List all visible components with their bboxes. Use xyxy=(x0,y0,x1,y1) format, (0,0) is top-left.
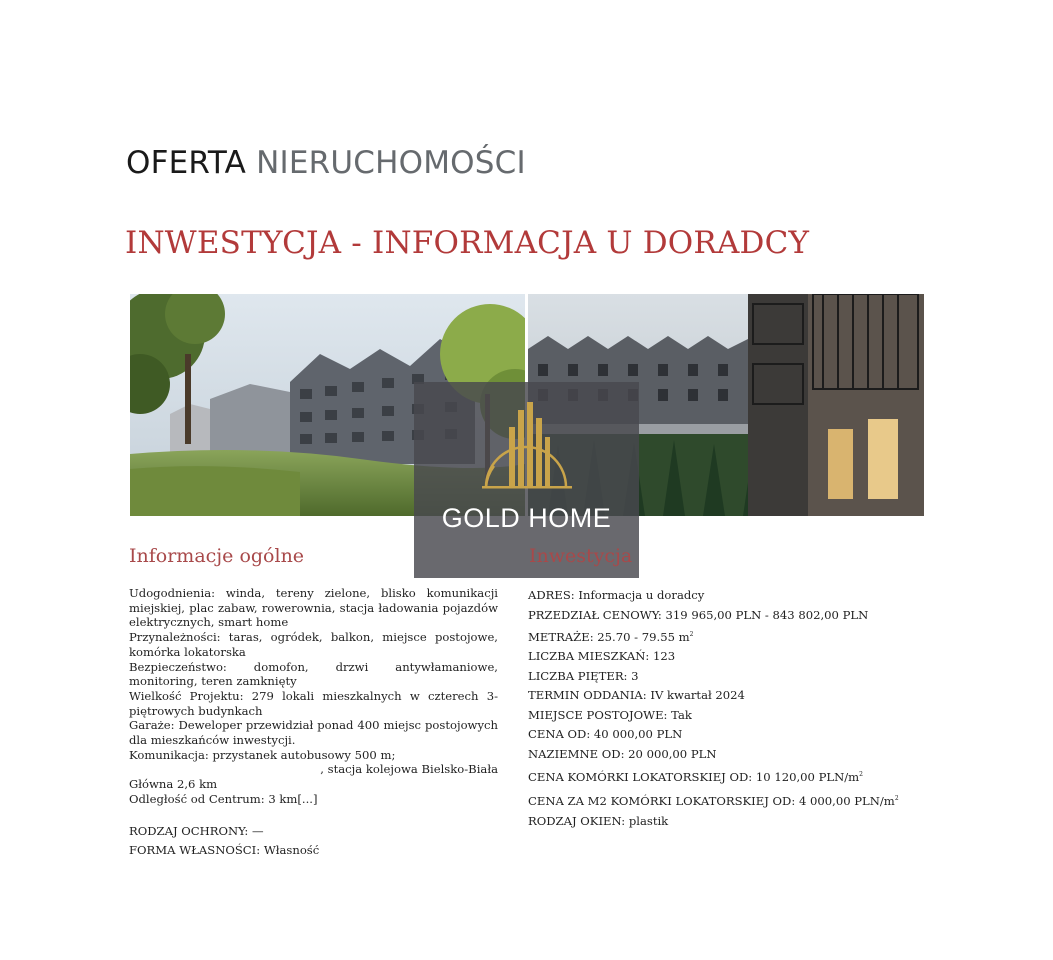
area-value: METRAŻE: 25.70 - 79.55 m xyxy=(528,629,690,644)
storage-m2-price-text xyxy=(528,788,948,812)
protection-type-text: RODZAJ OCHRONY: — xyxy=(129,823,264,838)
investment-heading: INWESTYCJA - INFORMACJA U DORADCY xyxy=(125,225,810,261)
ownership-form-text: FORMA WŁASNOŚCI: Własność xyxy=(129,843,320,858)
project-size-text: Wielkość Projektu: 279 lokali mieszkalnych w czterech 3-piętrowych budynkach xyxy=(129,688,498,718)
apartments-count-text: LICZBA MIESZKAŃ: 123 xyxy=(528,649,676,664)
storage-m2-price-value: CENA ZA M2 KOMÓRKI LOKATORSKIEJ OD: 4 000,00 PLN/m xyxy=(528,794,895,809)
garages-text: Garaże: Deweloper przewidział ponad 400 miejsc postojowych dla mieszkańców inwestycji. xyxy=(129,718,498,748)
completion-date-text: TERMIN ODDANIA: IV kwartał 2024 xyxy=(528,688,745,703)
address-text: ADRES: Informacja u doradcy xyxy=(528,588,705,602)
storage-price-text xyxy=(528,764,948,788)
windows-type-text: RODZAJ OKIEN: plastik xyxy=(528,814,669,829)
appurtenances-text: Przynależności: taras, ogródek, balkon, miejsce postojowe, komórka lokatorska xyxy=(129,630,498,659)
storage-m2-price-sup: 2 xyxy=(894,795,899,803)
offer-title-light: NIERUCHOMOŚCI xyxy=(256,145,526,181)
transport-text-3: Główna 2,6 km xyxy=(129,777,218,792)
price-range-text: PRZEDZIAŁ CENOWY: 319 965,00 PLN - 843 802,00 PLN xyxy=(528,607,869,622)
section-title-general: Informacje ogólne xyxy=(129,545,305,567)
investment-column xyxy=(528,586,948,832)
parking-text: MIEJSCE POSTOJOWE: Tak xyxy=(528,707,692,722)
section-title-investment: Inwestycja xyxy=(529,545,633,567)
storage-price-sup: 2 xyxy=(859,771,863,779)
area-text xyxy=(528,625,948,647)
offer-title-strong: OFERTA xyxy=(126,145,247,181)
transport-text-1: Komunikacja: przystanek autobusowy 500 m; xyxy=(129,747,396,762)
distance-center-text: Odległość od Centrum: 3 km[...] xyxy=(129,791,318,806)
floors-count-text: LICZBA PIĘTER: 3 xyxy=(528,668,639,683)
general-info-column xyxy=(129,586,498,861)
offer-title xyxy=(126,145,526,181)
area-unit-sup: 2 xyxy=(689,631,694,638)
building-arch-logo-icon xyxy=(414,382,639,502)
transport-text-2: , stacja kolejowa Bielsko-Biała xyxy=(320,762,498,777)
ground-parking-text: NAZIEMNE OD: 20 000,00 PLN xyxy=(528,746,717,761)
amenities-text: Udogodnienia: winda, tereny zielone, blisko komunikacji miejskiej, plac zabaw, rowerownia, stacja ładowania pojazdów elektrycznych, smart home xyxy=(129,586,498,630)
storage-price-value: CENA KOMÓRKI LOKATORSKIEJ OD: 10 120,00 PLN/m xyxy=(528,770,860,785)
price-from-text: CENA OD: 40 000,00 PLN xyxy=(528,727,683,742)
security-text: Bezpieczeństwo: domofon, drzwi antywłamaniowe, monitoring, teren zamknięty xyxy=(129,659,498,689)
logo-text: GOLD HOME xyxy=(441,503,612,533)
